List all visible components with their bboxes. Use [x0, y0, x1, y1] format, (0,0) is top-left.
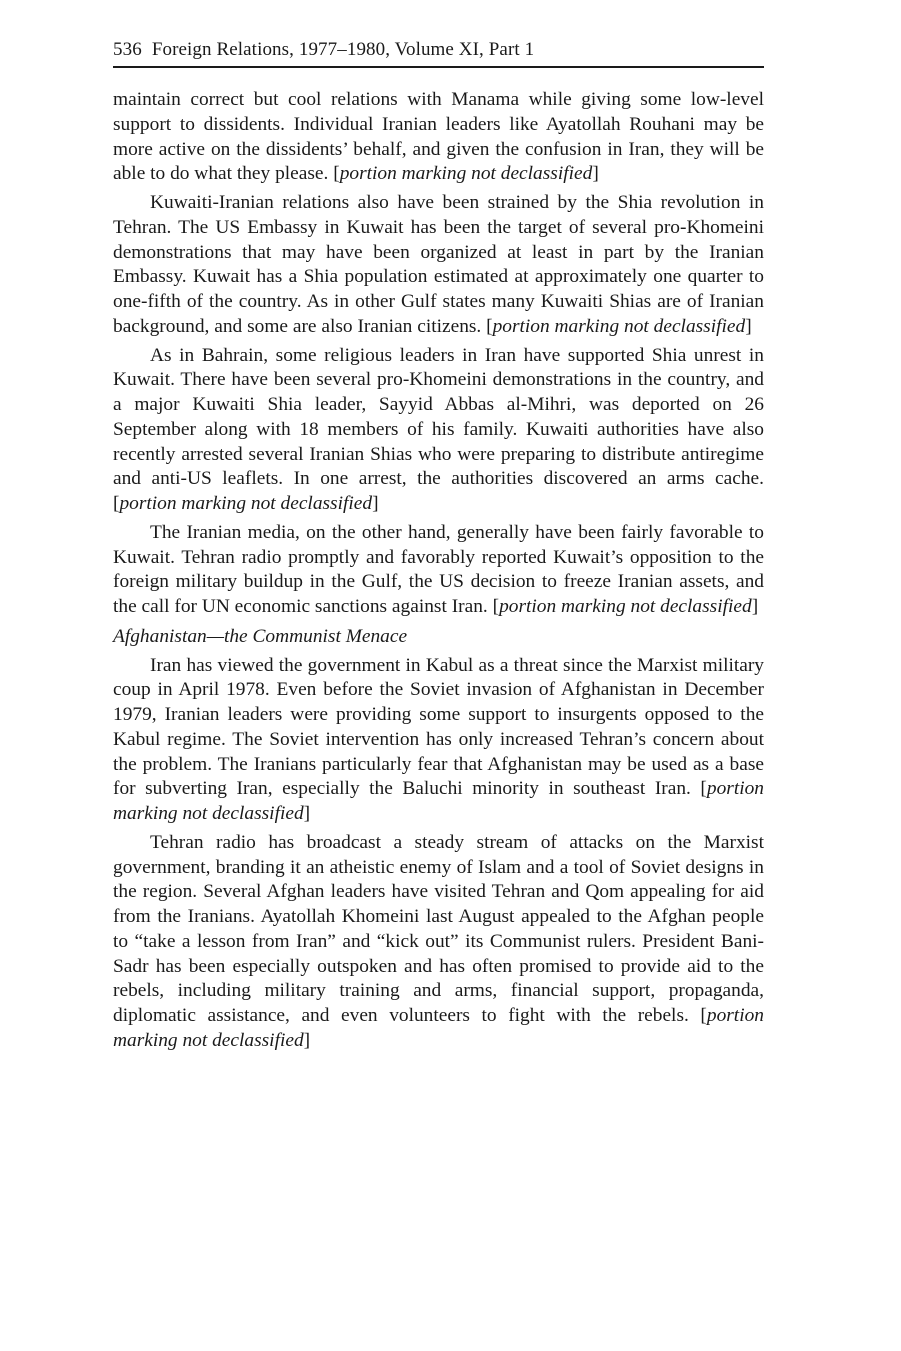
body-text — [113, 88, 764, 1054]
paragraph-text: Kuwaiti-Iranian relations also have been strained by the Shia revolution in Tehran. The US Embassy in Kuwait has been the target of several pro-Khomeini demonstrations that may have been organized at least in part by the Iranian Embassy. Kuwait has a Shia population estimated at approximately one quarter to one-fifth of the country. As in other Gulf states many Kuwaiti Shias are of Iranian background, and some are also Iranian citizens. — [113, 192, 764, 337]
paragraph: maintain correct but cool relations with Manama while giving some low-level support to dissidents. Individual Iranian leaders like Ayatollah Rouhani may be more active on the dissidents’ behalf, and given the confusion in Iran, they will be able to do what they please. [portion marking not declassified] — [113, 89, 764, 185]
running-title: Foreign Relations, 1977–1980, Volume XI, Part 1 — [151, 39, 535, 60]
portion-marking: portion marking not declassified — [113, 1005, 764, 1051]
paragraph-text: Tehran radio has broadcast a steady stream of attacks on the Marxist government, branding it an atheistic enemy of Islam and a tool of Soviet designs in the region. Several Afghan leaders have visited Tehran and Qom appealing for aid from the Iranians. Ayatollah Khomeini last August appealed to the Afghan people to “take a lesson from Iran” and “kick out” its Communist rulers. President Bani-Sadr has been especially outspoken and has often promised to provide aid to the rebels, including military training and arms, financial support, propaganda, diplomatic assistance, and even volunteers to fight with the rebels. — [113, 831, 764, 1026]
paragraph: The Iranian media, on the other hand, generally have been fairly favorable to Kuwait. Tehran radio promptly and favorably reported Kuwait’s opposition to the foreign military buildup in the Gulf, the US decision to freeze Iranian assets, and the call for UN economic sanctions against Iran. [portion marking not declassified] — [113, 521, 764, 617]
portion-marking: portion marking not declassified — [499, 596, 752, 617]
paragraph: Tehran radio has broadcast a steady stream of attacks on the Marxist government, branding it an atheistic enemy of Islam and a tool of Soviet designs in the region. Several Afghan leaders have visited Tehran and Qom appealing for aid from the Iranians. Ayatollah Khomeini last August appealed to the Afghan people to “take a lesson from Iran” and “kick out” its Communist rulers. President Bani-Sadr has been especially outspoken and has often promised to provide aid to the rebels, including military training and arms, financial support, propaganda, diplomatic assistance, and even volunteers to fight with the rebels. [portion marking not declassified] — [113, 831, 764, 1051]
running-header — [113, 36, 764, 68]
paragraph: Iran has viewed the government in Kabul as a threat since the Marxist military coup in April 1978. Even before the Soviet invasion of Afghanistan in December 1979, Iranian leaders were providing some support to insurgents opposed to the Kabul regime. The Soviet intervention has only increased Tehran’s concern about the problem. The Iranians particularly fear that Afghanistan may be used as a base for subverting Iran, especially the Baluchi minority in southeast Iran. [portion marking not declassified] — [113, 654, 764, 824]
paragraph-text: The Iranian media, on the other hand, generally have been fairly favorable to Kuwait. Tehran radio promptly and favorably reported Kuwait’s opposition to the foreign military buildup in the Gulf, the US decision to freeze Iranian assets, and the call for UN economic sanctions against Iran. — [113, 521, 764, 617]
portion-marking: portion marking not declassified — [492, 315, 746, 337]
portion-marking: portion marking not declassified — [119, 493, 373, 514]
paragraph: As in Bahrain, some religious leaders in Iran have supported Shia unrest in Kuwait. There have been several pro-Khomeini demonstrations in the country, and a major Kuwaiti Shia leader, Sayyid Abbas al-Mihri, was deported on 26 September along with 18 members of his family. Kuwaiti authorities have also recently arrested several Iranian Shias who were preparing to distribute antiregime and anti-US leaflets. In one arrest, the authorities discovered an arms cache. [portion marking not declassified] — [113, 344, 764, 514]
document-page — [113, 36, 764, 1054]
paragraph-text: maintain correct but cool relations with Manama while giving some low-level support to dissidents. Individual Iranian leaders like Ayatollah Rouhani may be more active on the dissidents’ behalf, and given the confusion in Iran, they will be able to do what they please. — [113, 89, 764, 185]
portion-marking: portion marking not declassified — [339, 163, 593, 185]
paragraph: Kuwaiti-Iranian relations also have been strained by the Shia revolution in Tehran. The US Embassy in Kuwait has been the target of several pro-Khomeini demonstrations that may have been organized at least in part by the Iranian Embassy. Kuwait has a Shia population estimated at approximately one quarter to one-fifth of the country. As in other Gulf states many Kuwaiti Shias are of Iranian background, and some are also Iranian citizens. [portion marking not declassified] — [113, 192, 764, 337]
section-heading: Afghanistan—the Communist Menace — [113, 625, 408, 647]
page-number: 536 — [113, 39, 142, 60]
paragraph-text: Iran has viewed the government in Kabul as a threat since the Marxist military coup in April 1978. Even before the Soviet invasion of Afghanistan in December 1979, Iranian leaders were providing some support to insurgents opposed to the Kabul regime. The Soviet intervention has only increased Tehran’s concern about the problem. The Iranians particularly fear that Afghanistan may be used as a base for subverting Iran, especially the Baluchi minority in southeast Iran. — [113, 654, 764, 800]
paragraph-text: As in Bahrain, some religious leaders in Iran have supported Shia unrest in Kuwait. There have been several pro-Khomeini demonstrations in the country, and a major Kuwaiti Shia leader, Sayyid Abbas al-Mihri, was deported on 26 September along with 18 members of his family. Kuwaiti authorities have also recently arrested several Iranian Shias who were preparing to distribute antiregime and anti-US leaflets. In one arrest, the authorities discovered an arms cache. — [113, 344, 764, 490]
portion-marking: portion marking not declassified — [113, 778, 764, 824]
